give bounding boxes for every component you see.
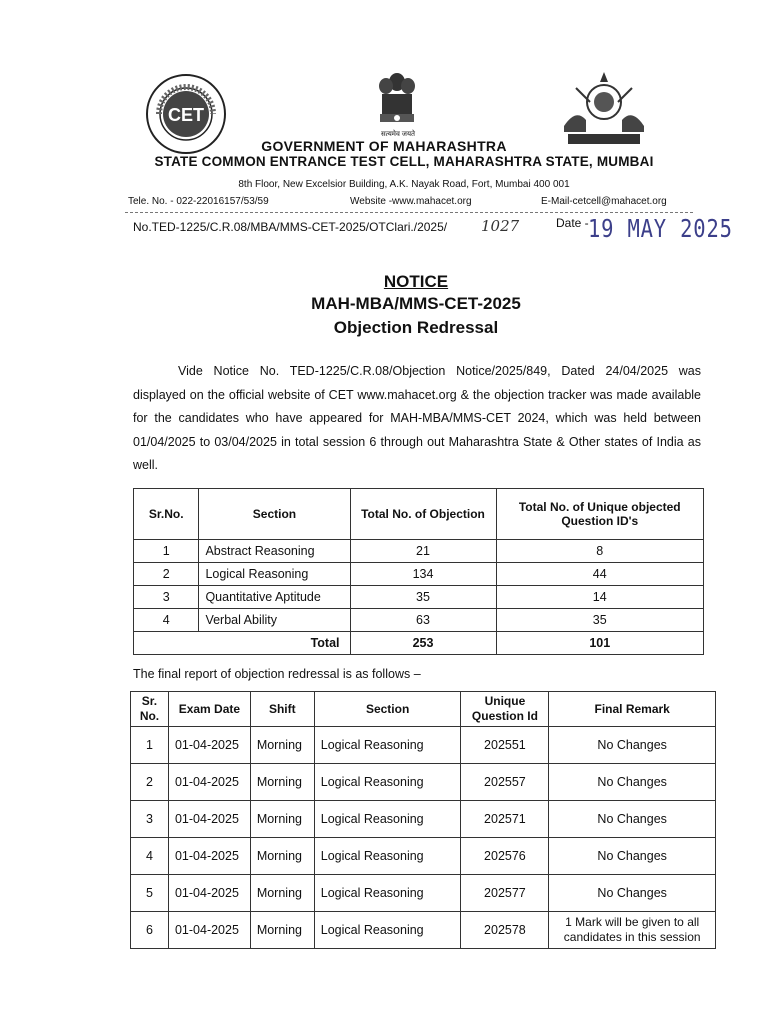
table-row xyxy=(134,563,704,586)
table-cell: 14 xyxy=(496,586,703,609)
table-cell: 4 xyxy=(134,609,199,632)
table-cell: 01-04-2025 xyxy=(168,727,250,764)
table-row xyxy=(131,801,716,838)
table-cell: 1 xyxy=(134,540,199,563)
table-cell: Morning xyxy=(250,727,314,764)
government-title: GOVERNMENT OF MAHARASHTRA xyxy=(261,138,507,154)
table-cell: 202551 xyxy=(461,727,549,764)
table-cell: Morning xyxy=(250,801,314,838)
table-cell: 2 xyxy=(134,563,199,586)
table-cell: 202571 xyxy=(461,801,549,838)
column-header: Section xyxy=(314,692,461,727)
column-header: Section xyxy=(199,489,350,540)
total-unique-ids: 101 xyxy=(496,632,703,655)
table-cell: Morning xyxy=(250,764,314,801)
table-cell: Logical Reasoning xyxy=(314,875,461,912)
table-cell: 01-04-2025 xyxy=(168,912,250,949)
notice-heading: NOTICE xyxy=(383,272,449,291)
table-cell: Morning xyxy=(250,875,314,912)
column-header: Final Remark xyxy=(549,692,716,727)
website: Website -www.mahacet.org xyxy=(350,196,472,207)
table-cell: 01-04-2025 xyxy=(168,801,250,838)
total-row xyxy=(134,632,704,655)
table-cell: 6 xyxy=(131,912,169,949)
notice-paragraph-text: Vide Notice No. TED-1225/C.R.08/Objection Notice/2025/849, Dated 24/04/2025 was displayed on the official website of CET www.mahacet.org & the objection tracker was made available for the candidates who have appeared for MAH-MBA/MMS-CET 2024, which was held between 01/04/2025 to 03/04/2025 in total session 6 through out Maharashtra State & Other states of India as well. xyxy=(133,364,701,472)
handwritten-number: 1027 xyxy=(481,217,520,235)
table-cell: No Changes xyxy=(549,764,716,801)
table-cell: Abstract Reasoning xyxy=(199,540,350,563)
table-cell: 3 xyxy=(131,801,169,838)
table-row xyxy=(134,586,704,609)
table-cell: 35 xyxy=(496,609,703,632)
reference-number: No.TED-1225/C.R.08/MBA/MMS-CET-2025/OTClari./2025/ xyxy=(133,220,448,234)
table-cell: 2 xyxy=(131,764,169,801)
table-cell: Logical Reasoning xyxy=(314,801,461,838)
table-cell: 35 xyxy=(350,586,496,609)
table-cell: No Changes xyxy=(549,727,716,764)
office-address: 8th Floor, New Excelsior Building, A.K. Nayak Road, Fort, Mumbai 400 001 xyxy=(238,179,570,190)
table-cell: 1 Mark will be given to all candidates in this session xyxy=(549,912,716,949)
table-cell: 202578 xyxy=(461,912,549,949)
telephone: Tele. No. - 022-22016157/53/59 xyxy=(128,196,269,207)
table-header-row xyxy=(134,489,704,540)
table-cell: No Changes xyxy=(549,801,716,838)
table-cell: 01-04-2025 xyxy=(168,764,250,801)
table-cell: Logical Reasoning xyxy=(314,727,461,764)
table-cell: 4 xyxy=(131,838,169,875)
table-cell: 3 xyxy=(134,586,199,609)
table-cell: 01-04-2025 xyxy=(168,875,250,912)
table-cell: 63 xyxy=(350,609,496,632)
exam-title: MAH-MBA/MMS-CET-2025 xyxy=(311,294,521,313)
table-header-row xyxy=(131,692,716,727)
maharashtra-crest-logo xyxy=(556,68,652,148)
date-label: Date - xyxy=(556,216,589,230)
objection-summary-table xyxy=(133,488,704,655)
email: E-Mail-cetcell@mahacet.org xyxy=(541,196,667,207)
table-cell: No Changes xyxy=(549,838,716,875)
table-cell: 21 xyxy=(350,540,496,563)
notice-paragraph xyxy=(133,360,701,478)
header-divider xyxy=(125,212,693,213)
total-label: Total xyxy=(134,632,351,655)
table-cell: 202577 xyxy=(461,875,549,912)
table-row xyxy=(134,540,704,563)
cet-cell-title: STATE COMMON ENTRANCE TEST CELL, MAHARASHTRA STATE, MUMBAI xyxy=(154,154,654,169)
total-objections: 253 xyxy=(350,632,496,655)
notice-subject: Objection Redressal xyxy=(333,318,499,337)
table-row xyxy=(131,875,716,912)
table-cell: 5 xyxy=(131,875,169,912)
table-row xyxy=(134,609,704,632)
table-cell: Quantitative Aptitude xyxy=(199,586,350,609)
table-row xyxy=(131,912,716,949)
emblem-caption: सत्यमेव जयते xyxy=(380,131,416,138)
table-row xyxy=(131,838,716,875)
objection-report-table xyxy=(130,691,716,949)
table-cell: Morning xyxy=(250,912,314,949)
column-header: Sr. No. xyxy=(131,692,169,727)
table-cell: 202557 xyxy=(461,764,549,801)
column-header: Total No. of Objection xyxy=(350,489,496,540)
table-cell: 134 xyxy=(350,563,496,586)
table-cell: 01-04-2025 xyxy=(168,838,250,875)
table-cell: 44 xyxy=(496,563,703,586)
table-cell: Logical Reasoning xyxy=(199,563,350,586)
table-cell: No Changes xyxy=(549,875,716,912)
table-cell: Morning xyxy=(250,838,314,875)
column-header: Exam Date xyxy=(168,692,250,727)
table-cell: Logical Reasoning xyxy=(314,912,461,949)
table-cell: 8 xyxy=(496,540,703,563)
table-row xyxy=(131,764,716,801)
report-intro: The final report of objection redressal is as follows – xyxy=(133,667,421,681)
table-cell: Logical Reasoning xyxy=(314,838,461,875)
cet-logo-text: CET xyxy=(168,105,204,125)
table-cell: 1 xyxy=(131,727,169,764)
column-header: Sr.No. xyxy=(134,489,199,540)
column-header: Shift xyxy=(250,692,314,727)
table-row xyxy=(131,727,716,764)
date-stamp: 19 MAY 2025 xyxy=(588,214,733,243)
table-cell: Logical Reasoning xyxy=(314,764,461,801)
column-header: Total No. of Unique objected Question ID's xyxy=(496,489,703,540)
table-cell: 202576 xyxy=(461,838,549,875)
table-cell: Verbal Ability xyxy=(199,609,350,632)
column-header: Unique Question Id xyxy=(461,692,549,727)
ashoka-emblem-logo xyxy=(372,70,422,136)
